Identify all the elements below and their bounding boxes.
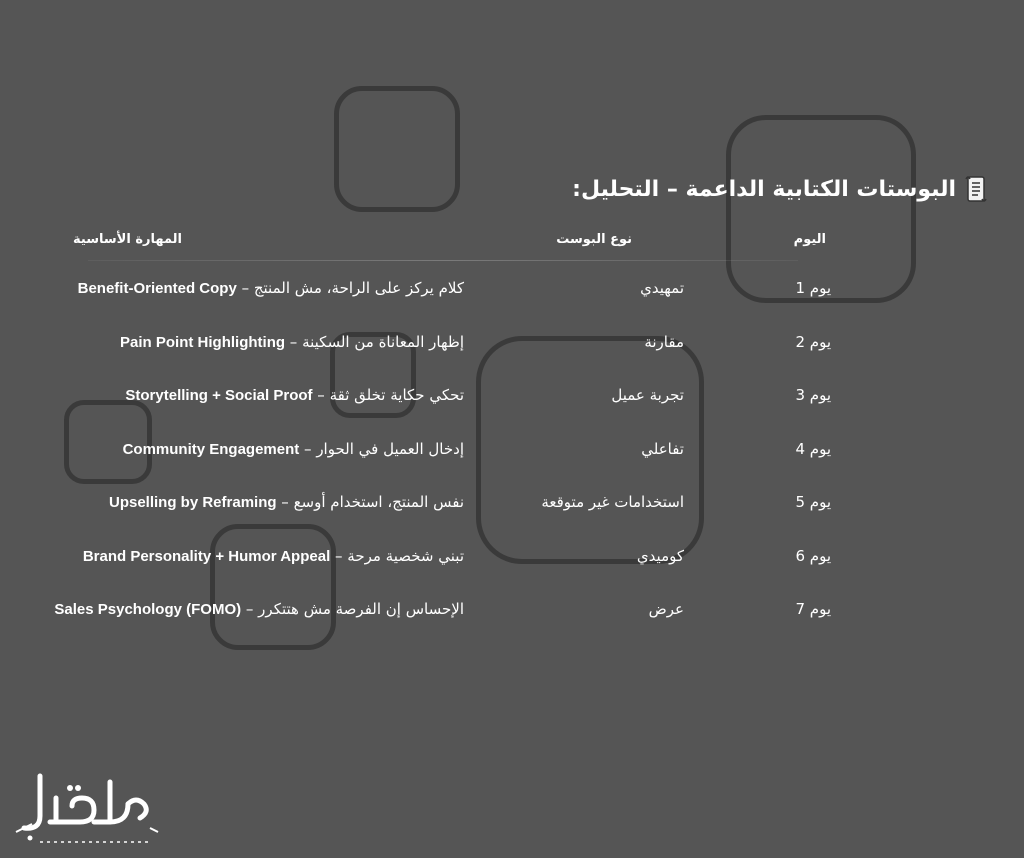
skill-arabic: كلام يركز على الراحة، مش المنتج bbox=[253, 279, 464, 297]
skill-arabic: تبني شخصية مرحة bbox=[347, 547, 464, 565]
cell-day: يوم 6 bbox=[795, 547, 831, 565]
skill-english: Brand Personality + Humor Appeal bbox=[82, 548, 331, 565]
skill-english: Storytelling + Social Proof bbox=[125, 387, 313, 404]
skill-arabic: إظهار المعاناة من السكينة bbox=[302, 333, 464, 351]
cell-day: يوم 7 bbox=[795, 600, 831, 618]
cell-type: استخدامات غير متوقعة bbox=[541, 493, 684, 511]
skill-arabic: الإحساس إن الفرصة مش هتتكرر bbox=[258, 600, 464, 618]
cell-skill: Community Engagement – إدخال العميل في الحوار bbox=[122, 440, 464, 458]
column-header-skill: المهارة الأساسية bbox=[73, 232, 182, 247]
skill-arabic: نفس المنتج، استخدام أوسع bbox=[293, 493, 464, 511]
cell-skill: Sales Psychology (FOMO) – الإحساس إن الفرصة مش هتتكرر bbox=[54, 600, 464, 618]
skill-arabic: تحكي حكاية تخلق ثقة bbox=[329, 386, 464, 404]
logo bbox=[10, 768, 160, 850]
cell-type: كوميدي bbox=[636, 547, 684, 565]
column-header-day: اليوم bbox=[793, 232, 826, 247]
cell-type: تجربة عميل bbox=[611, 386, 684, 404]
cell-skill: Brand Personality + Humor Appeal – تبني شخصية مرحة bbox=[82, 547, 464, 565]
cell-type: تفاعلي bbox=[641, 440, 684, 458]
cell-day: يوم 3 bbox=[795, 386, 831, 404]
skill-english: Benefit-Oriented Copy bbox=[77, 280, 237, 297]
cell-skill: Pain Point Highlighting – إظهار المعاناة من السكينة bbox=[120, 333, 464, 351]
cell-type: مقارنة bbox=[644, 333, 684, 351]
skill-arabic: إدخال العميل في الحوار bbox=[316, 440, 464, 458]
cell-skill: Storytelling + Social Proof – تحكي حكاية تخلق ثقة bbox=[125, 386, 464, 404]
decorative-rounded-square bbox=[210, 524, 336, 650]
cell-day: يوم 2 bbox=[795, 333, 831, 351]
skill-english: Sales Psychology (FOMO) bbox=[54, 601, 242, 618]
cell-day: يوم 4 bbox=[795, 440, 831, 458]
cell-day: يوم 5 bbox=[795, 493, 831, 511]
cell-skill: Upselling by Reframing – نفس المنتج، استخدام أوسع bbox=[109, 493, 464, 511]
cell-day: يوم 1 bbox=[795, 279, 831, 297]
skill-english: Community Engagement bbox=[122, 441, 300, 458]
cell-type: عرض bbox=[648, 600, 684, 618]
decorative-rounded-square bbox=[726, 115, 916, 303]
scroll-icon bbox=[964, 174, 988, 204]
title-text: البوستات الكتابية الداعمة – التحليل: bbox=[572, 176, 956, 202]
page-title bbox=[572, 174, 988, 204]
cell-skill: Benefit-Oriented Copy – كلام يركز على الراحة، مش المنتج bbox=[77, 279, 464, 297]
skill-english: Upselling by Reframing bbox=[109, 494, 277, 511]
decorative-rounded-square bbox=[334, 86, 460, 212]
column-header-type: نوع البوست bbox=[556, 232, 632, 247]
cell-type: تمهيدي bbox=[640, 279, 684, 297]
skill-english: Pain Point Highlighting bbox=[120, 334, 286, 351]
header-divider bbox=[88, 260, 798, 261]
